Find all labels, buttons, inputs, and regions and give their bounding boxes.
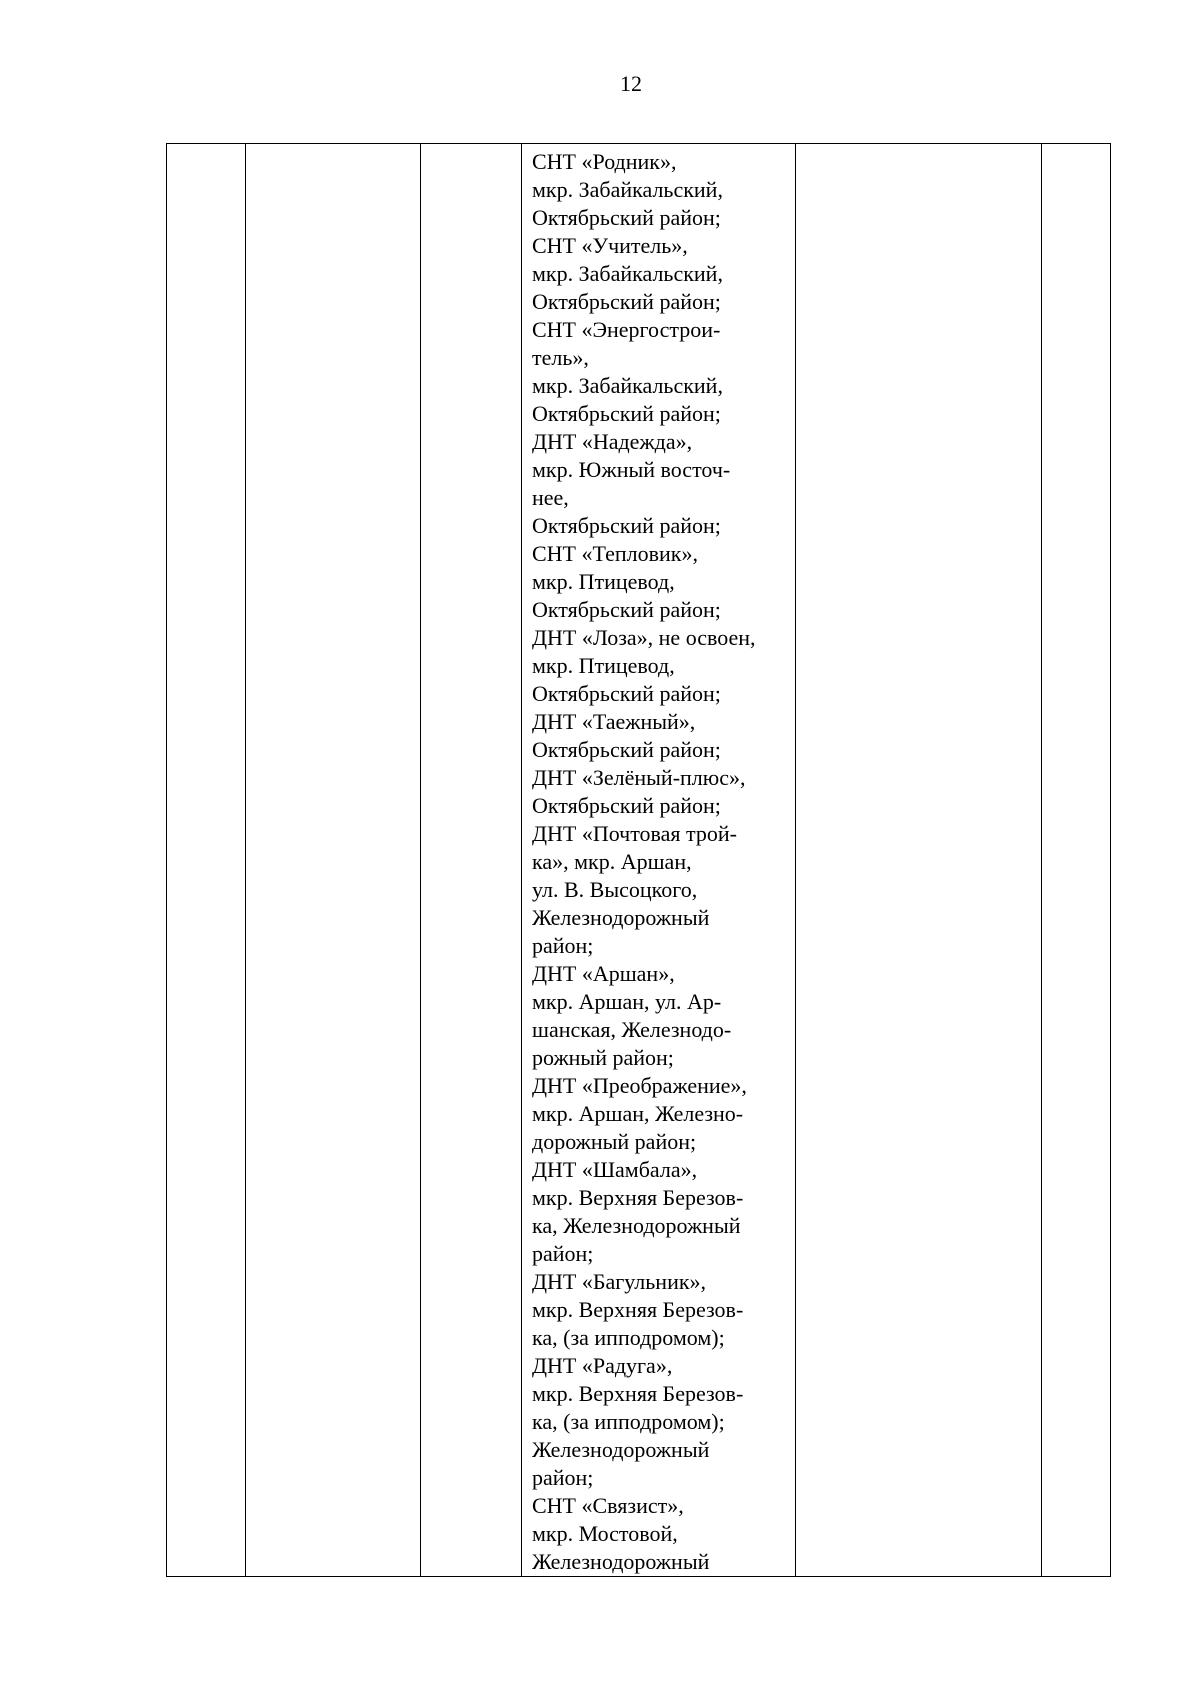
location-line: нее, xyxy=(532,485,569,510)
location-line: ДНТ «Зелёный-плюс», xyxy=(532,765,746,790)
location-line: ка, (за ипподромом); xyxy=(532,1409,725,1434)
location-line: мкр. Южный восточ- xyxy=(532,457,731,482)
location-line: ДНТ «Багульник», xyxy=(532,1269,707,1294)
location-line: мкр. Забайкальский, xyxy=(532,177,723,202)
page-number: 12 xyxy=(620,71,642,96)
location-line: ДНТ «Лоза», не освоен, xyxy=(532,625,756,650)
location-line: ДНТ «Радуга», xyxy=(532,1353,673,1378)
location-line: мкр. Верхняя Березов- xyxy=(532,1185,744,1210)
location-line: дорожный район; xyxy=(532,1129,697,1154)
document-table xyxy=(166,143,1111,1577)
location-line: ДНТ «Таежный», xyxy=(532,709,696,734)
location-line: район; xyxy=(532,1241,594,1266)
location-line: ДНТ «Аршан», xyxy=(532,961,675,986)
location-list xyxy=(522,144,795,1576)
location-line: СНТ «Тепловик», xyxy=(532,541,698,566)
location-line: мкр. Птицевод, xyxy=(532,653,675,678)
location-line: Октябрьский район; xyxy=(532,205,721,230)
table-cell-5 xyxy=(796,144,1042,1577)
location-line: Железнодорожный xyxy=(532,1437,710,1462)
location-line: район; xyxy=(532,933,594,958)
location-line: Октябрьский район; xyxy=(532,681,721,706)
location-line: ДНТ «Надежда», xyxy=(532,429,693,454)
location-line: район; xyxy=(532,1465,594,1490)
location-line: мкр. Забайкальский, xyxy=(532,373,723,398)
table-cell-2 xyxy=(246,144,421,1577)
location-line: ДНТ «Шамбала», xyxy=(532,1157,698,1182)
location-line: мкр. Верхняя Березов- xyxy=(532,1381,744,1406)
location-line: ДНТ «Преображение», xyxy=(532,1073,747,1098)
location-line: мкр. Мостовой, xyxy=(532,1521,678,1546)
location-line: ДНТ «Почтовая трой- xyxy=(532,821,738,846)
location-line: Октябрьский район; xyxy=(532,513,721,538)
table-cell-locations xyxy=(522,144,796,1577)
location-line: шанская, Железнодо- xyxy=(532,1017,732,1042)
location-line: СНТ «Энергострои- xyxy=(532,317,721,342)
location-line: Октябрьский район; xyxy=(532,597,721,622)
table-cell-1 xyxy=(167,144,246,1577)
location-line: СНТ «Учитель», xyxy=(532,233,688,258)
location-line: ул. В. Высоцкого, xyxy=(532,877,698,902)
location-line: мкр. Аршан, ул. Ар- xyxy=(532,989,722,1014)
table-cell-3 xyxy=(421,144,522,1577)
location-line: мкр. Птицевод, xyxy=(532,569,675,594)
location-line: СНТ «Связист», xyxy=(532,1493,684,1518)
location-line: ка, (за ипподромом); xyxy=(532,1325,725,1350)
location-line: мкр. Забайкальский, xyxy=(532,261,723,286)
location-line: тель», xyxy=(532,345,589,370)
location-line: мкр. Верхняя Березов- xyxy=(532,1297,744,1322)
location-line: ка, Железнодорожный xyxy=(532,1213,741,1238)
location-line: Октябрьский район; xyxy=(532,289,721,314)
location-line: мкр. Аршан, Железно- xyxy=(532,1101,744,1126)
table-row xyxy=(167,144,1111,1577)
location-line: ка», мкр. Аршан, xyxy=(532,849,692,874)
table-cell-6 xyxy=(1042,144,1111,1577)
location-line: Железнодорожный xyxy=(532,1549,710,1574)
location-line: Железнодорожный xyxy=(532,905,710,930)
location-line: Октябрьский район; xyxy=(532,401,721,426)
location-line: Октябрьский район; xyxy=(532,737,721,762)
location-line: СНТ «Родник», xyxy=(532,149,677,174)
location-line: рожный район; xyxy=(532,1045,674,1070)
location-line: Октябрьский район; xyxy=(532,793,721,818)
